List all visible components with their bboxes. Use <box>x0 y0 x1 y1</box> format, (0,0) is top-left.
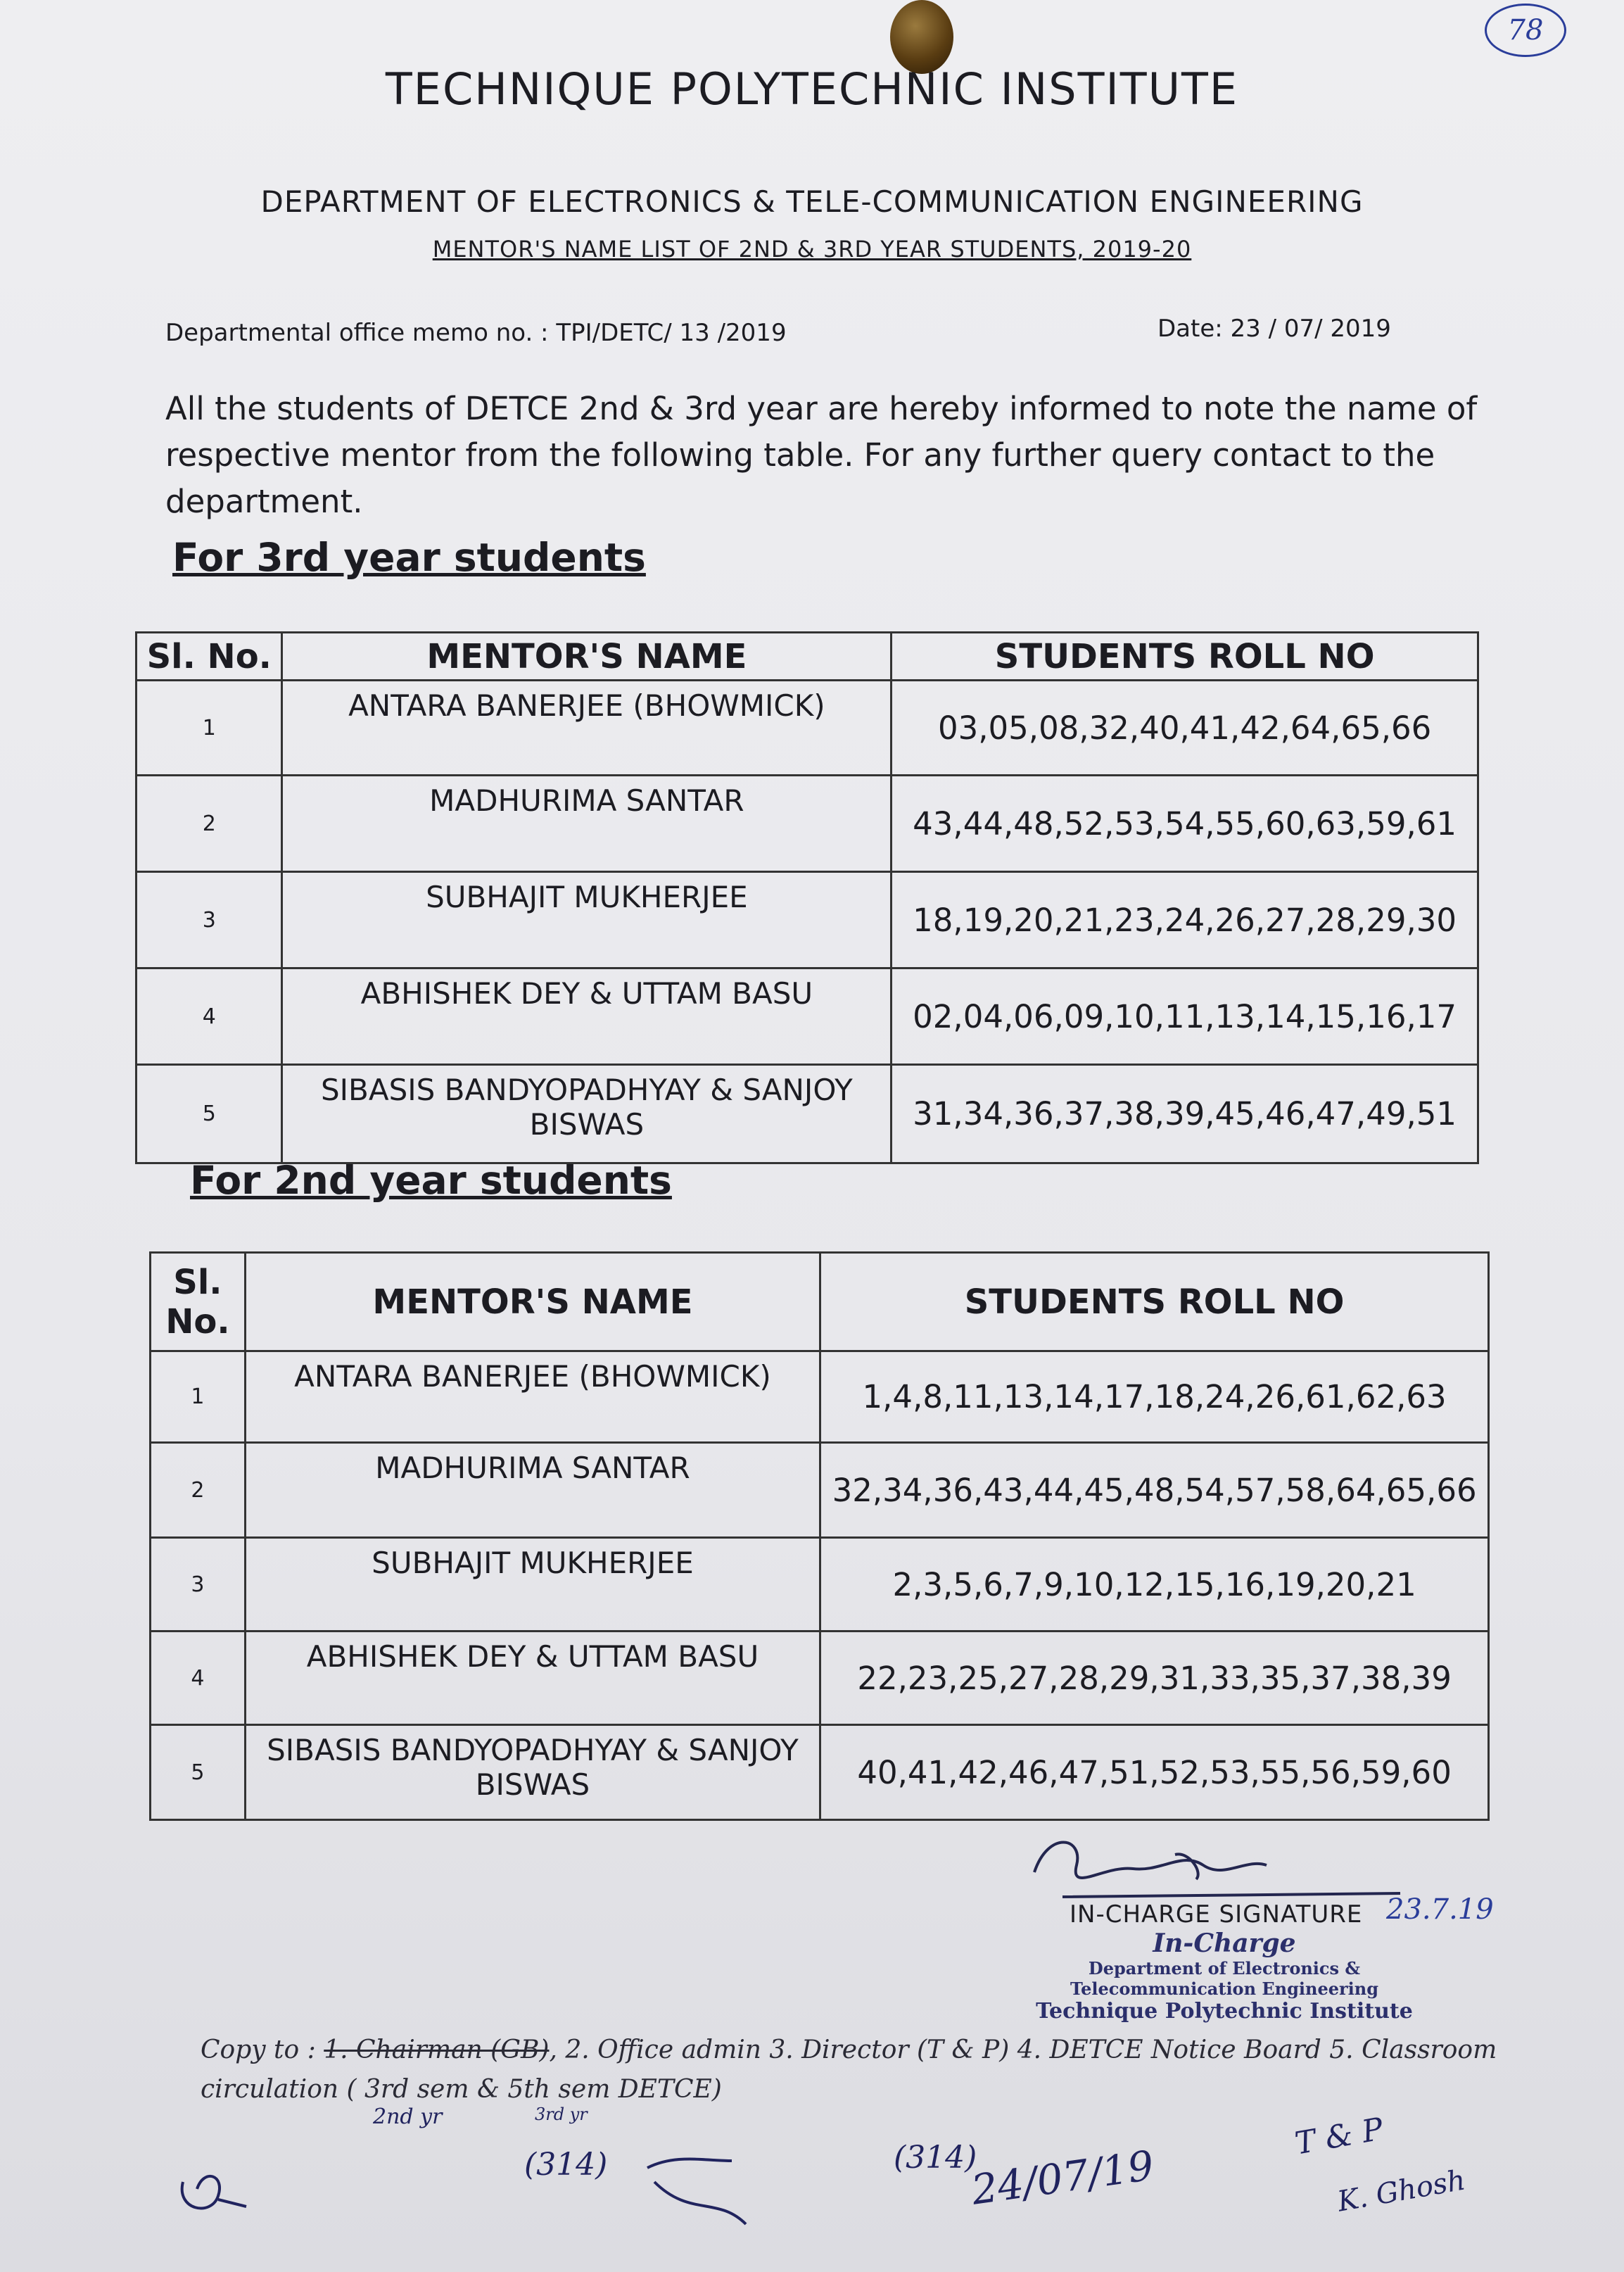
mentor-name: SUBHAJIT MUKHERJEE <box>282 872 892 968</box>
mentor-name: ABHISHEK DEY & UTTAM BASU <box>282 968 892 1065</box>
intro-paragraph: All the students of DETCE 2nd & 3rd year are hereby informed to note the name of respective mentor from the following table. For any further query contact to the department. <box>165 390 1478 520</box>
table-row <box>137 681 1478 776</box>
stamp-department: Department of Electronics & Telecommunication Engineering <box>1070 1958 1378 1999</box>
table-row <box>151 1725 1489 1820</box>
roll-numbers: 22,23,25,27,28,29,31,33,35,37,38,39 <box>820 1632 1489 1725</box>
column-header-mentor: MENTOR'S NAME <box>245 1253 820 1351</box>
sl-no: 3 <box>137 872 282 968</box>
sl-no: 4 <box>151 1632 246 1725</box>
signature-date: 23.7.19 <box>1386 1893 1494 1926</box>
copy-to-recipients: , 2. Office admin 3. Director (T & P) 4. DETCE Notice Board 5. Classroom circulation ( 3rd sem & 5th sem DETCE) <box>201 2036 1497 2104</box>
second-year-table <box>149 1251 1490 1821</box>
table-row <box>151 1538 1489 1632</box>
stamp-title: In-Charge <box>1153 1929 1296 1958</box>
column-header-rolls: STUDENTS ROLL NO <box>892 633 1478 681</box>
mentor-name: SIBASIS BANDYOPADHYAY & SANJOY BISWAS <box>282 1065 892 1163</box>
struck-recipient: 1. Chairman (GB) <box>324 2036 550 2064</box>
sl-no: 4 <box>137 968 282 1065</box>
sl-no: 3 <box>151 1538 246 1632</box>
roll-numbers: 02,04,06,09,10,11,13,14,15,16,17 <box>892 968 1478 1065</box>
handwritten-note: 3rd yr <box>535 2104 588 2124</box>
sl-no: 5 <box>137 1065 282 1163</box>
roll-numbers: 18,19,20,21,23,24,26,27,28,29,30 <box>892 872 1478 968</box>
sl-no: 2 <box>137 776 282 872</box>
table-row <box>137 968 1478 1065</box>
column-header-mentor: MENTOR'S NAME <box>282 633 892 681</box>
mentor-name: MADHURIMA SANTAR <box>282 776 892 872</box>
mentor-name: ABHISHEK DEY & UTTAM BASU <box>245 1632 820 1725</box>
roll-numbers: 31,34,36,37,38,39,45,46,47,49,51 <box>892 1065 1478 1163</box>
memo-date: Date: 23 / 07/ 2019 <box>1157 315 1391 343</box>
stamp-institute: Technique Polytechnic Institute <box>1036 1999 1413 2024</box>
handwritten-note: 2nd yr <box>373 2104 443 2129</box>
roll-numbers: 1,4,8,11,13,14,17,18,24,26,61,62,63 <box>820 1351 1489 1443</box>
roll-numbers: 43,44,48,52,53,54,55,60,63,59,61 <box>892 776 1478 872</box>
second-year-heading: For 2nd year students <box>190 1158 672 1203</box>
handwritten-note: (314) <box>524 2147 608 2183</box>
column-header-slno: Sl. No. <box>151 1253 246 1351</box>
handwritten-name: K. Ghosh <box>1335 2164 1468 2219</box>
department-title: DEPARTMENT OF ELECTRONICS & TELE-COMMUNICATION ENGINEERING <box>260 184 1364 219</box>
table-row <box>137 776 1478 872</box>
ink-scribbles <box>169 2140 1154 2252</box>
column-header-rolls: STUDENTS ROLL NO <box>820 1253 1489 1351</box>
signature-label: IN-CHARGE SIGNATURE <box>1070 1900 1363 1929</box>
mentor-name: SUBHAJIT MUKHERJEE <box>245 1538 820 1632</box>
signature-scribble <box>1020 1823 1414 1907</box>
mentor-name: ANTARA BANERJEE (BHOWMICK) <box>282 681 892 776</box>
mentor-name: ANTARA BANERJEE (BHOWMICK) <box>245 1351 820 1443</box>
table-row <box>151 1351 1489 1443</box>
institute-title: TECHNIQUE POLYTECHNIC INSTITUTE <box>385 63 1239 115</box>
sl-no: 1 <box>151 1351 246 1443</box>
department-stamp <box>999 1929 1449 2024</box>
sl-no: 1 <box>137 681 282 776</box>
list-subtitle: MENTOR'S NAME LIST OF 2ND & 3RD YEAR STUDENTS, 2019-20 <box>432 236 1192 263</box>
handwritten-date: 24/07/19 <box>968 2141 1157 2214</box>
sl-no: 2 <box>151 1443 246 1538</box>
memo-number: Departmental office memo no. : TPI/DETC/ 13 /2019 <box>165 319 787 347</box>
third-year-table <box>135 631 1479 1164</box>
handwritten-note: (314) <box>894 2140 977 2176</box>
column-header-slno: Sl. No. <box>137 633 282 681</box>
roll-numbers: 32,34,36,43,44,45,48,54,57,58,64,65,66 <box>820 1443 1489 1538</box>
mentor-name: SIBASIS BANDYOPADHYAY & SANJOY BISWAS <box>245 1725 820 1820</box>
page-number-mark: 78 <box>1485 4 1566 57</box>
table-row <box>151 1443 1489 1538</box>
handwritten-note: T & P <box>1292 2111 1386 2162</box>
roll-numbers: 2,3,5,6,7,9,10,12,15,16,19,20,21 <box>820 1538 1489 1632</box>
table-row <box>137 872 1478 968</box>
copy-to-prefix: Copy to : <box>201 2036 316 2064</box>
third-year-heading: For 3rd year students <box>172 535 646 580</box>
roll-numbers: 03,05,08,32,40,41,42,64,65,66 <box>892 681 1478 776</box>
roll-numbers: 40,41,42,46,47,51,52,53,55,56,59,60 <box>820 1725 1489 1820</box>
table-row <box>151 1632 1489 1725</box>
sl-no: 5 <box>151 1725 246 1820</box>
copy-to-list <box>201 2031 1502 2109</box>
mentor-name: MADHURIMA SANTAR <box>245 1443 820 1538</box>
table-row <box>137 1065 1478 1163</box>
